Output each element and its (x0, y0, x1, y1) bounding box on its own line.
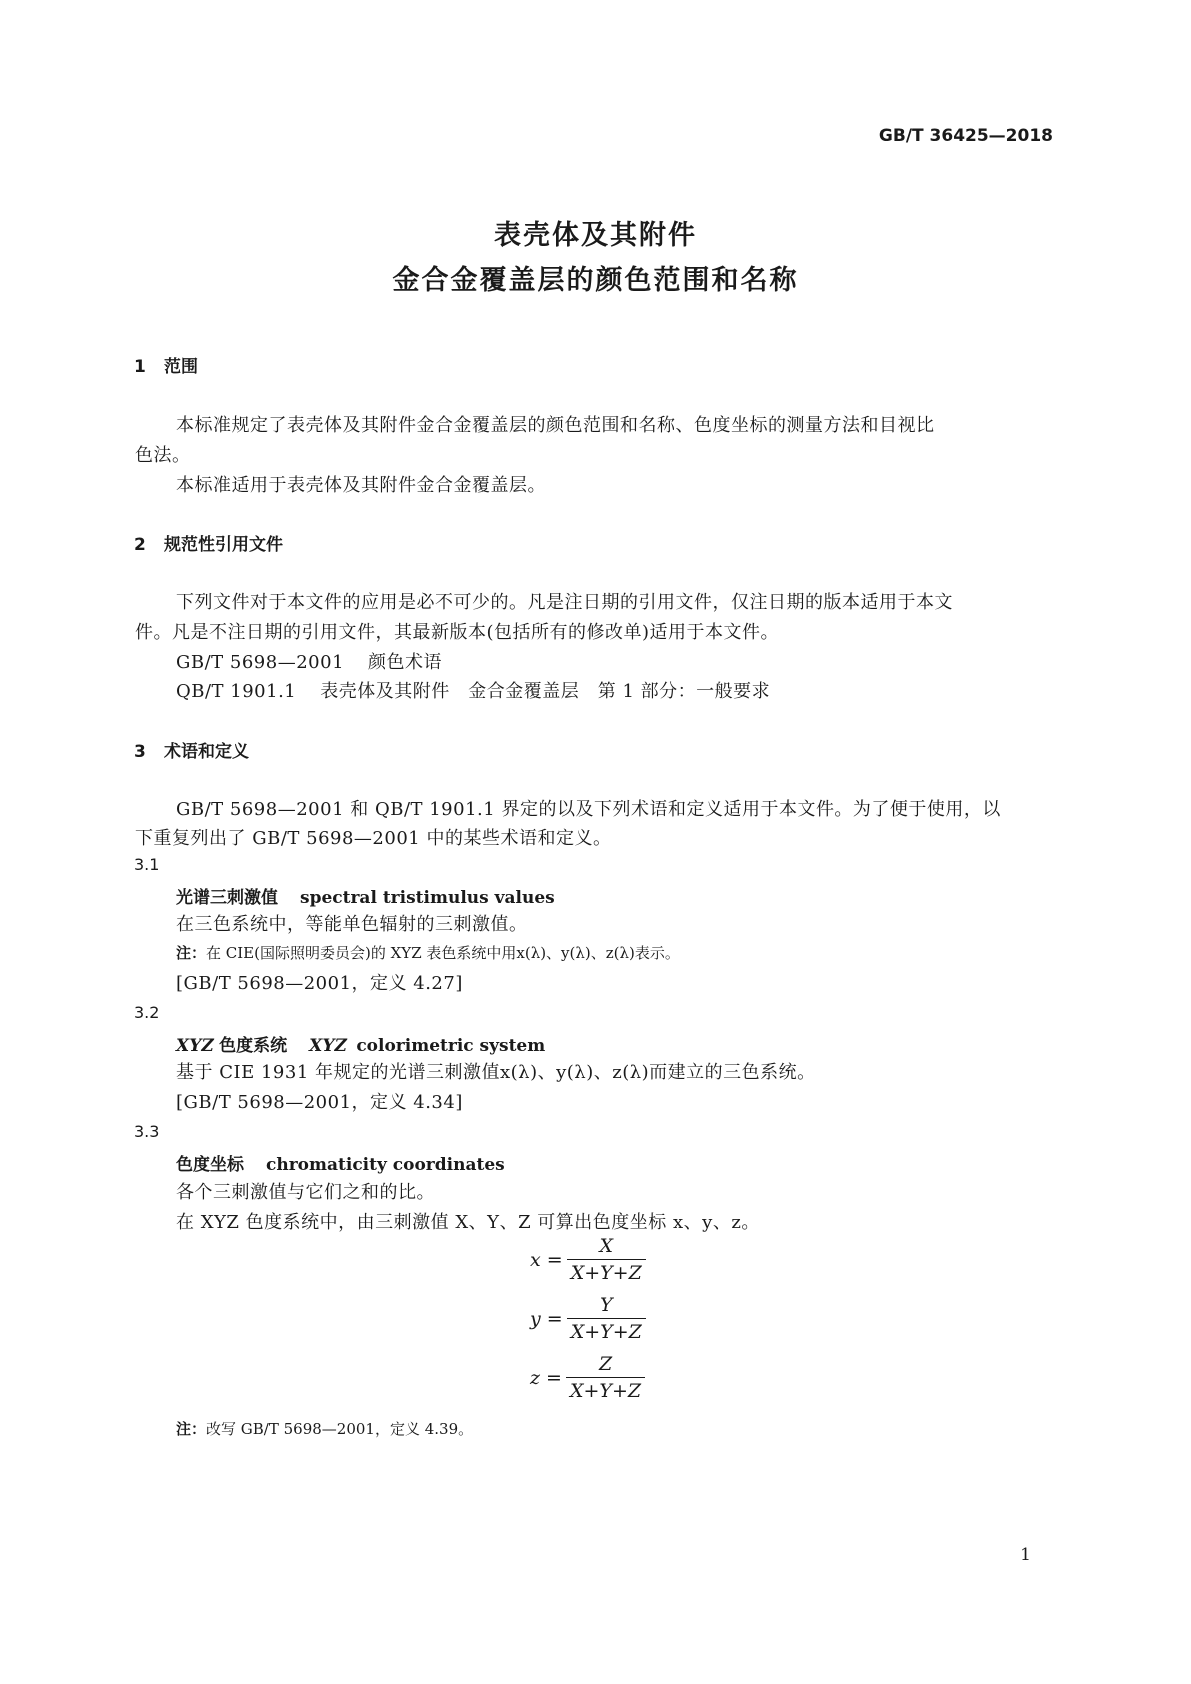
formula-lhs: x = (530, 1248, 563, 1271)
section-title: 术语和定义 (164, 742, 249, 762)
term-number: 3.3 (134, 1122, 160, 1141)
formula-lhs: z = (530, 1366, 562, 1389)
reference-item (176, 677, 770, 703)
title-line-1: 表壳体及其附件 (494, 220, 697, 251)
section-title: 规范性引用文件 (164, 535, 283, 555)
term-heading (176, 1031, 545, 1056)
paragraph-line: 件。凡是不注日期的引用文件，其最新版本(包括所有的修改单)适用于本文件。 (135, 622, 780, 643)
term-zh-prefix: XYZ (176, 1036, 214, 1056)
paragraph-line: 本标准适用于表壳体及其附件金合金覆盖层。 (176, 475, 546, 496)
numerator: Y (599, 1294, 613, 1316)
term-source: [GB/T 5698—2001，定义 4.34] (176, 1092, 463, 1113)
term-en: chromaticity coordinates (266, 1155, 505, 1175)
section-number: 2 (134, 535, 146, 555)
denominator: X+Y+Z (567, 1318, 646, 1343)
formula-y (530, 1294, 646, 1343)
numerator: Z (598, 1353, 613, 1375)
section-title: 范围 (164, 357, 198, 377)
term-definition: 在三色系统中，等能单色辐射的三刺激值。 (176, 914, 528, 935)
section-3-heading (134, 737, 249, 762)
term-definition-2: 在 XYZ 色度系统中，由三刺激值 X、Y、Z 可算出色度坐标 x、y、z。 (176, 1212, 760, 1233)
fraction (566, 1353, 645, 1402)
note-label: 注： (176, 1420, 207, 1438)
title-line-2: 金合金覆盖层的颜色范围和名称 (392, 265, 799, 296)
reference-code: GB/T 5698—2001 (176, 652, 345, 673)
reference-title: 表壳体及其附件 金合金覆盖层 第 1 部分：一般要求 (320, 681, 771, 702)
paragraph-line: 本标准规定了表壳体及其附件金合金覆盖层的颜色范围和名称、色度坐标的测量方法和目视比 (176, 415, 935, 436)
page-number: 1 (1020, 1545, 1031, 1565)
reference-code: QB/T 1901.1 (176, 681, 297, 702)
term-en-prefix: XYZ (309, 1036, 347, 1056)
term-zh: 色度系统 (219, 1036, 288, 1056)
note-text: 改写 GB/T 5698—2001，定义 4.39。 (206, 1420, 474, 1438)
term-en: spectral tristimulus values (300, 888, 555, 908)
denominator: X+Y+Z (567, 1259, 646, 1284)
term-zh: 光谱三刺激值 (176, 888, 278, 908)
term-source: [GB/T 5698—2001，定义 4.27] (176, 973, 463, 994)
fraction (567, 1294, 646, 1343)
reference-item (176, 648, 442, 674)
term-en: colorimetric system (356, 1036, 546, 1056)
section-number: 3 (134, 742, 146, 762)
formula-x (530, 1235, 646, 1284)
paragraph-line: 下重复列出了 GB/T 5698—2001 中的某些术语和定义。 (135, 828, 612, 849)
term-heading (176, 883, 555, 908)
term-zh: 色度坐标 (176, 1155, 244, 1175)
term-definition: 各个三刺激值与它们之和的比。 (176, 1182, 435, 1203)
paragraph-line: 下列文件对于本文件的应用是必不可少的。凡是注日期的引用文件，仅注日期的版本适用于本文 (176, 592, 953, 613)
note-text: 在 CIE(国际照明委员会)的 XYZ 表色系统中用x(λ)、y(λ)、z(λ)表示。 (206, 944, 680, 962)
section-2-heading (134, 530, 283, 555)
paragraph-line: GB/T 5698—2001 和 QB/T 1901.1 界定的以及下列术语和定义适用于本文件。为了便于使用，以 (176, 799, 1001, 820)
note-label: 注： (176, 944, 207, 962)
denominator: X+Y+Z (566, 1377, 645, 1402)
formula-z (530, 1353, 645, 1402)
paragraph-line: 色法。 (135, 445, 191, 466)
term-number: 3.2 (134, 1003, 160, 1022)
reference-title: 颜色术语 (368, 652, 443, 673)
standard-number: GB/T 36425—2018 (878, 126, 1053, 146)
term-note (176, 942, 680, 963)
section-1-heading (134, 352, 198, 377)
term-definition: 基于 CIE 1931 年规定的光谱三刺激值x(λ)、y(λ)、z(λ)而建立的三色系统。 (176, 1062, 816, 1083)
fraction (567, 1235, 646, 1284)
term-note (176, 1418, 473, 1439)
formula-lhs: y = (530, 1307, 563, 1330)
term-heading (176, 1150, 505, 1175)
numerator: X (599, 1235, 614, 1257)
section-number: 1 (134, 357, 146, 377)
term-number: 3.1 (134, 855, 160, 874)
